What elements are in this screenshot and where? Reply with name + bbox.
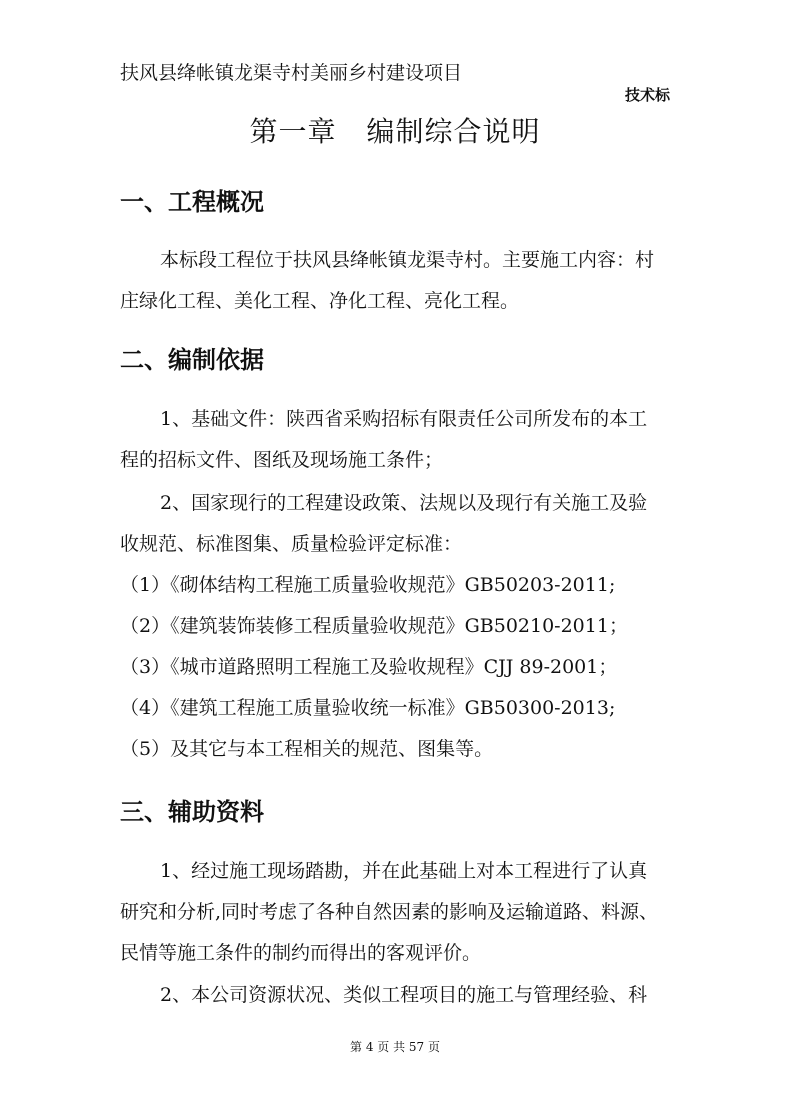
list-item: （4）《建筑工程施工质量验收统一标准》GB50300-2013; [120, 697, 616, 719]
page-number: 第 4 页 共 57 页 [350, 1040, 440, 1054]
section-heading-basis: 二、编制依据 [120, 346, 264, 374]
section-heading-supplementary: 三、辅助资料 [120, 798, 264, 826]
list-item: （5）及其它与本工程相关的规范、图集等。 [120, 738, 494, 760]
paragraph-line: 收规范、标准图集、质量检验评定标准： [120, 533, 463, 555]
header-project-name: 扶风县绛帐镇龙渠寺村美丽乡村建设项目 [120, 62, 463, 84]
paragraph-line: 庄绿化工程、美化工程、净化工程、亮化工程。 [120, 290, 520, 312]
list-item: （2）《建筑装饰装修工程质量验收规范》GB50210-2011； [120, 615, 628, 637]
section-heading-overview: 一、工程概况 [120, 188, 264, 216]
chapter-number: 第一章 [249, 115, 337, 148]
list-item: （3）《城市道路照明工程施工及验收规程》CJJ 89-2001； [120, 656, 618, 678]
paragraph-line: 程的招标文件、图纸及现场施工条件； [120, 449, 444, 471]
list-item: （1）《砌体结构工程施工质量验收规范》GB50203-2011; [120, 574, 616, 596]
chapter-title [0, 110, 790, 150]
paragraph-line: 2、国家现行的工程建设政策、法规以及现行有关施工及验 [160, 492, 648, 514]
chapter-name: 编制综合说明 [366, 115, 541, 148]
header-doc-type: 技术标 [624, 86, 670, 104]
paragraph-line: 2、本公司资源状况、类似工程项目的施工与管理经验、科 [160, 984, 648, 1006]
paragraph-line: 本标段工程位于扶风县绛帐镇龙渠寺村。主要施工内容：村 [160, 249, 655, 271]
paragraph-line: 民情等施工条件的制约而得出的客观评价。 [120, 942, 482, 964]
paragraph-line: 研究和分析,同时考虑了各种自然因素的影响及运输道路、料源、 [120, 901, 659, 923]
paragraph-line: 1、基础文件：陕西省采购招标有限责任公司所发布的本工 [160, 408, 648, 430]
paragraph-line: 1、经过施工现场踏勘，并在此基础上对本工程进行了认真 [160, 860, 648, 882]
